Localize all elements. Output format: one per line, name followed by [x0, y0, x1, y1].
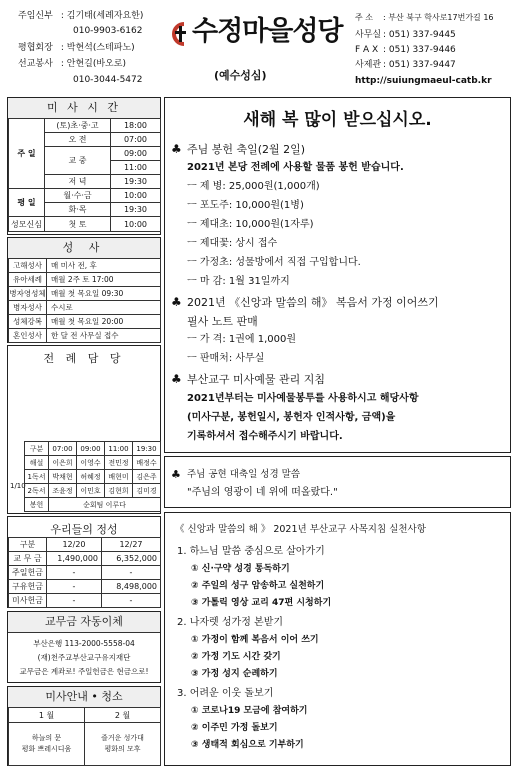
notice-line: ㅡ 제대초: 10,000원(1자루) — [187, 219, 314, 230]
offering-head: 구분 — [9, 538, 47, 552]
duty-head: 19:30 — [133, 442, 161, 456]
offering-value: - — [47, 566, 102, 580]
headline: 새해 복 많이 받으십시오. — [243, 110, 432, 130]
staff-row: 010-3044-5472 — [73, 75, 143, 85]
notice-line: ㅡ 가 격: 1권에 1,000원 — [187, 334, 297, 345]
mass-cell: 10:00 — [111, 217, 161, 232]
duty-cell: 김미경 — [133, 484, 161, 498]
mass-cell: 저 녁 — [45, 175, 111, 189]
guide-subitem: ③ 생태적 회심으로 기부하기 — [191, 740, 304, 750]
duty-head: 07:00 — [49, 442, 77, 456]
cleaning-team: 즐거운 성가대 평화의 모후 — [85, 723, 161, 766]
guide-subitem: ① 신·구약 성경 통독하기 — [191, 564, 290, 574]
liturgy-duty-title: 전 례 담 당 — [43, 352, 125, 365]
logo-icon — [170, 22, 190, 46]
mass-cell: 오 전 — [45, 133, 111, 147]
duty-cell: 김현희 — [105, 484, 133, 498]
guide-item: 2. 나자렛 성가정 본받기 — [177, 617, 284, 628]
notice-line: 기록하셔서 접수해주시기 바랍니다. — [187, 431, 343, 442]
header — [0, 0, 518, 98]
sacrament-detail: 수시로 — [47, 301, 161, 315]
mass-cell: 19:30 — [111, 175, 161, 189]
guide-subitem: ① 가정이 함께 복음서 이어 쓰기 — [191, 635, 319, 645]
contact-row: 주 소 : 부산 북구 학사로17번가길 16 — [355, 13, 494, 22]
offering-value: 1,490,000 — [47, 552, 102, 566]
website-link[interactable]: http://suiungmaeul-catb.kr — [355, 76, 492, 86]
sacraments-title: 성 사 — [8, 238, 160, 259]
scripture-quote: "주님의 영광이 네 위에 떠올랐다." — [187, 487, 338, 498]
duty-role: 해설 — [25, 456, 49, 470]
sacrament-name: 병자성사 — [9, 301, 47, 315]
contact-row: 사무실 : 051) 337-9445 — [355, 30, 456, 40]
guide-subitem: ① 코로나19 모금에 참여하기 — [191, 706, 308, 716]
sacrament-detail: 한 달 전 사무실 접수 — [47, 329, 161, 343]
mass-times-section — [7, 97, 161, 235]
sacrament-name: 성체강복 — [9, 315, 47, 329]
duty-role: 1독서 — [25, 470, 49, 484]
duty-date: 1/10 — [10, 482, 26, 490]
duty-role: 2독서 — [25, 484, 49, 498]
notice-line: ㅡ 포도주: 10,000원(1병) — [187, 200, 304, 211]
sacrament-detail: 매 미사 전, 후 — [47, 259, 161, 273]
section-title: 부산교구 미사예물 관리 지침 — [187, 373, 326, 386]
mass-cell: 09:00 — [111, 147, 161, 161]
duty-cell: 배현미 — [105, 470, 133, 484]
duty-role: 봉헌 — [25, 498, 49, 512]
offering-head: 12/20 — [47, 538, 102, 552]
guide-item: 1. 하느님 말씀 중심으로 살아가기 — [177, 546, 325, 557]
offering-label: 미사헌금 — [9, 594, 47, 608]
church-title: 수정마을성당 — [192, 16, 343, 47]
cleaning-title: 미사안내 • 청소 — [8, 687, 160, 708]
duty-cell: 순회팀 이루다 — [49, 498, 161, 512]
sacrament-detail: 매월 첫 목요일 20:00 — [47, 315, 161, 329]
duty-cell: 배정수 — [133, 456, 161, 470]
duty-cell: 이민호 — [77, 484, 105, 498]
mass-cell: 화·목 — [45, 203, 111, 217]
notice-line: 2021년부터는 미사예물봉투를 사용하시고 해당사항 — [187, 393, 419, 404]
mass-cell: 19:30 — [111, 203, 161, 217]
duty-cell: 김은주 — [133, 470, 161, 484]
scripture-section — [164, 456, 511, 508]
offering-value: - — [102, 566, 161, 580]
sacrament-name: 병자영성체 — [9, 287, 47, 301]
duty-head: 11:00 — [105, 442, 133, 456]
staff-row: 010-9903-6162 — [73, 26, 143, 36]
offering-value: - — [47, 594, 102, 608]
offering-title: 우리들의 정성 — [50, 523, 118, 536]
club-icon: ♣ — [171, 372, 182, 386]
cleaning-head: 2 월 — [85, 708, 161, 723]
sacraments-section — [7, 237, 161, 343]
church-subtitle: (예수성심) — [214, 69, 267, 82]
notice-line: 2021년 본당 전례에 사용할 물품 봉헌 받습니다. — [187, 162, 404, 173]
guide-subitem: ③ 가정 성지 순례하기 — [191, 669, 278, 679]
mass-cell: 10:00 — [111, 189, 161, 203]
sacrament-name: 혼인성사 — [9, 329, 47, 343]
club-icon: ♣ — [171, 142, 182, 156]
cleaning-section — [7, 686, 161, 766]
notice-line: ㅡ 판매처: 사무실 — [187, 353, 265, 364]
offering-section — [7, 516, 161, 608]
mass-times-table — [8, 118, 161, 232]
cleaning-team: 하늘의 문 평화 쁘레시디움 — [9, 723, 85, 766]
transfer-title: 교무금 자동이체 — [8, 612, 160, 633]
sacrament-detail: 매월 첫 목요일 09:30 — [47, 287, 161, 301]
cleaning-table — [8, 707, 161, 766]
sacraments-table — [8, 258, 161, 343]
offering-label: 교 무 금 — [9, 552, 47, 566]
duty-cell: 전민정 — [105, 456, 133, 470]
staff-row: 평협회장 : 박현석(스테파노) — [18, 43, 135, 53]
duty-cell: 조윤정 — [49, 484, 77, 498]
pastoral-guide-section — [164, 512, 511, 766]
mass-cell: 월·수·금 — [45, 189, 111, 203]
notice-line: 필사 노트 판매 — [187, 315, 258, 328]
guide-subitem: ③ 가톨릭 영상 교리 47편 시청하기 — [191, 598, 332, 608]
account-holder: (재)천주교부산교구유지재단 — [37, 653, 131, 662]
mass-cell: (토)초·중·고 — [45, 119, 111, 133]
section-title: 주님 봉헌 축일(2월 2일) — [187, 143, 306, 156]
section-title: 2021년 《신앙과 말씀의 해》 복음서 가정 이어쓰기 — [187, 296, 439, 309]
mass-cell: 18:00 — [111, 119, 161, 133]
duty-head: 구분 — [25, 442, 49, 456]
offering-table — [8, 537, 161, 608]
notice-line: (미사구분, 봉헌일시, 봉헌자 인적사항, 금액)을 — [187, 412, 396, 423]
contact-row: 사제관 : 051) 337-9447 — [355, 60, 456, 70]
guide-subitem: ② 가정 기도 시간 갖기 — [191, 652, 281, 662]
notice-line: ㅡ 제대꽃: 상시 접수 — [187, 238, 278, 249]
offering-label: 구유헌금 — [9, 580, 47, 594]
transfer-note: 교무금은 계좌로! 주일헌금은 현금으로! — [19, 667, 149, 676]
offering-label: 주일헌금 — [9, 566, 47, 580]
mass-cell: 첫 토 — [45, 217, 111, 232]
sacrament-name: 고해성사 — [9, 259, 47, 273]
duty-cell: 이은희 — [49, 456, 77, 470]
main-notice — [164, 97, 511, 453]
duty-cell: 이영수 — [77, 456, 105, 470]
duty-cell: 박채현 — [49, 470, 77, 484]
cleaning-head: 1 월 — [9, 708, 85, 723]
sacrament-name: 유아세례 — [9, 273, 47, 287]
staff-row: 선교봉사 : 안현길(바오로) — [18, 59, 126, 69]
offering-value: 8,498,000 — [102, 580, 161, 594]
notice-line: ㅡ 제 병: 25,000원(1,000개) — [187, 181, 320, 192]
mass-cell: 성모신심 — [9, 217, 45, 232]
mass-cell: 11:00 — [111, 161, 161, 175]
liturgy-duty-table — [24, 441, 161, 512]
mass-cell: 07:00 — [111, 133, 161, 147]
club-icon: ♣ — [171, 295, 182, 309]
contact-row: F A X : 051) 337-9446 — [355, 45, 456, 55]
mass-cell: 평 일 — [9, 189, 45, 217]
section-title: 주님 공현 대축일 성경 말씀 — [187, 469, 301, 480]
guide-item: 3. 어려운 이웃 돌보기 — [177, 688, 274, 699]
liturgy-duty-section — [7, 345, 161, 514]
sacrament-detail: 매월 2주 토 17:00 — [47, 273, 161, 287]
mass-cell: 주 일 — [9, 119, 45, 189]
offering-head: 12/27 — [102, 538, 161, 552]
guide-title: 《 신앙과 말씀의 해 》 2021년 부산교구 사목지침 실천사항 — [175, 524, 426, 535]
staff-row: 주임신부 : 김기태(세례자요한) — [18, 11, 144, 21]
bank-account: 부산은행 113-2000-5558-04 — [33, 639, 135, 648]
duty-cell: 허혜정 — [77, 470, 105, 484]
offering-value: - — [102, 594, 161, 608]
offering-value: - — [47, 580, 102, 594]
notice-line: ㅡ 마 감: 1월 31일까지 — [187, 276, 290, 287]
mass-cell: 교 중 — [45, 147, 111, 175]
club-icon: ♣ — [171, 468, 181, 481]
notice-line: ㅡ 가정초: 성물방에서 직접 구입합니다. — [187, 257, 361, 268]
duty-head: 09:00 — [77, 442, 105, 456]
guide-subitem: ② 이주민 가정 돌보기 — [191, 723, 278, 733]
offering-value: 6,352,000 — [102, 552, 161, 566]
mass-times-title: 미 사 시 간 — [8, 98, 160, 119]
guide-subitem: ② 주일의 성구 암송하고 실천하기 — [191, 581, 325, 591]
transfer-section — [7, 611, 161, 683]
